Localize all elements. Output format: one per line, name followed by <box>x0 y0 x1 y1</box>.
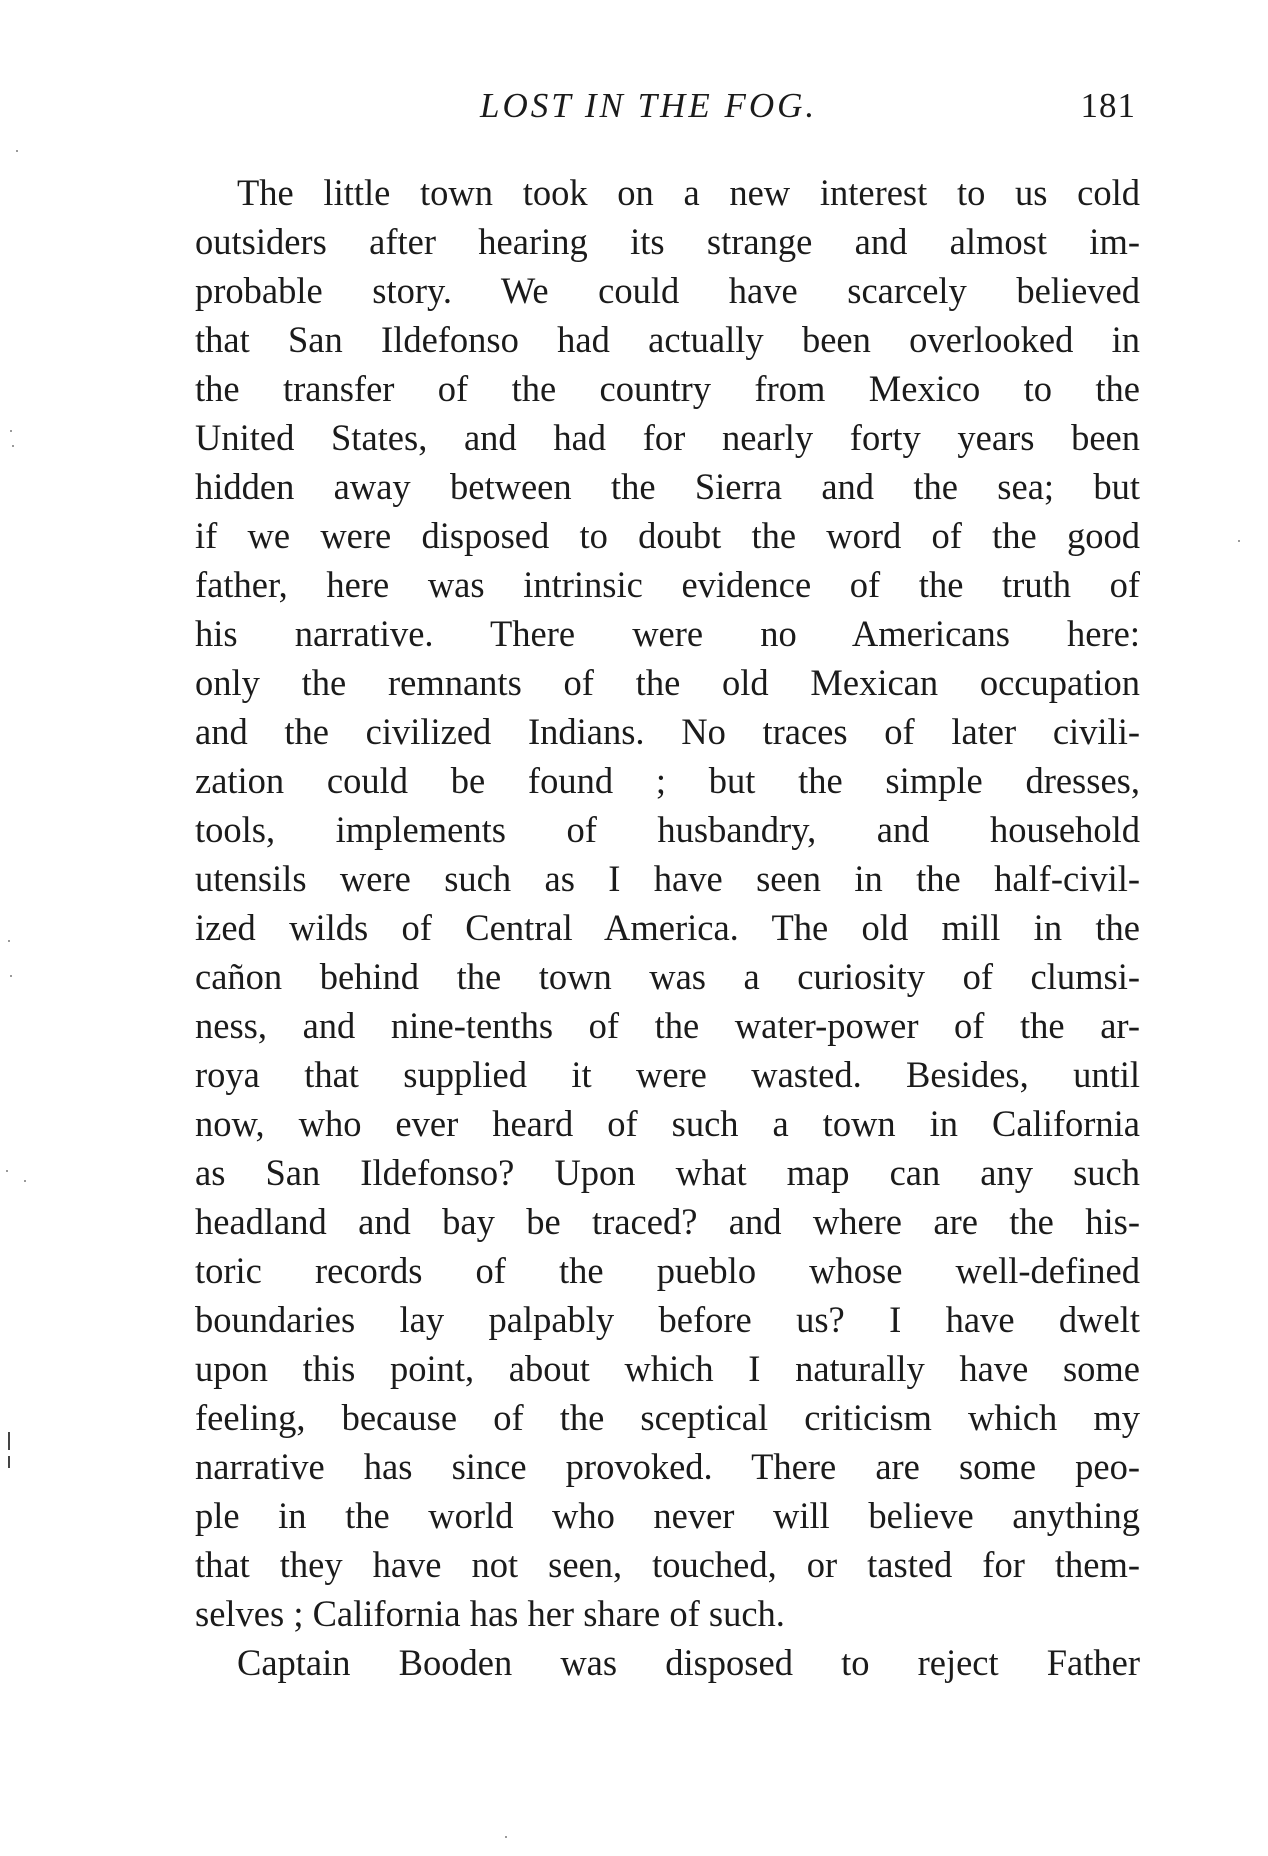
text-line: as San Ildefonso? Upon what map can any such <box>195 1152 1140 1193</box>
running-head <box>0 86 1268 146</box>
text-line: narrative has since provoked. There are some peo- <box>195 1446 1140 1487</box>
scan-speck <box>8 940 10 942</box>
text-line: feeling, because of the sceptical criticism which my <box>195 1397 1140 1438</box>
text-line: tools, implements of husbandry, and household <box>195 809 1140 850</box>
text-line: utensils were such as I have seen in the half-civil- <box>195 858 1140 899</box>
text-line: that they have not seen, touched, or tasted for them- <box>195 1544 1140 1585</box>
text-line: headland and bay be traced? and where are the his- <box>195 1201 1140 1242</box>
scan-speck <box>505 1836 507 1838</box>
text-line: that San Ildefonso had actually been overlooked in <box>195 319 1140 360</box>
text-line: boundaries lay palpably before us? I have dwelt <box>195 1299 1140 1340</box>
text-line: and the civilized Indians. No traces of later civili- <box>195 711 1140 752</box>
scan-speck <box>10 975 12 977</box>
text-line: upon this point, about which I naturally have some <box>195 1348 1140 1389</box>
scan-speck <box>24 1180 26 1182</box>
text-line: zation could be found ; but the simple dresses, <box>195 760 1140 801</box>
scan-speck <box>10 430 12 432</box>
scan-speck <box>6 1170 8 1172</box>
text-line: if we were disposed to doubt the word of the good <box>195 515 1140 556</box>
text-line: father, here was intrinsic evidence of the truth of <box>195 564 1140 605</box>
text-line: only the remnants of the old Mexican occupation <box>195 662 1140 703</box>
text-line: United States, and had for nearly forty years been <box>195 417 1140 458</box>
text-line: ness, and nine-tenths of the water-power of the ar- <box>195 1005 1140 1046</box>
text-line: Captain Booden was disposed to reject Father <box>237 1642 1140 1683</box>
text-line: outsiders after hearing its strange and almost im- <box>195 221 1140 262</box>
text-line: hidden away between the Sierra and the sea; but <box>195 466 1140 507</box>
running-title: LOST IN THE FOG. <box>480 86 818 125</box>
text-line: cañon behind the town was a curiosity of clumsi- <box>195 956 1140 997</box>
text-line: selves ; California has her share of such. <box>195 1593 785 1634</box>
text-line: toric records of the pueblo whose well-defined <box>195 1250 1140 1291</box>
margin-mark <box>8 1432 10 1450</box>
page-number: 181 <box>1080 86 1136 125</box>
text-line: now, who ever heard of such a town in California <box>195 1103 1140 1144</box>
body-text <box>195 168 1140 1687</box>
scan-speck <box>16 150 18 152</box>
text-line: roya that supplied it were wasted. Besides, until <box>195 1054 1140 1095</box>
text-line: ized wilds of Central America. The old mill in the <box>195 907 1140 948</box>
scan-speck <box>1238 540 1240 542</box>
text-line: his narrative. There were no Americans here: <box>195 613 1140 654</box>
text-line: probable story. We could have scarcely believed <box>195 270 1140 311</box>
text-line: ple in the world who never will believe anything <box>195 1495 1140 1536</box>
margin-mark <box>8 1456 10 1468</box>
text-line: the transfer of the country from Mexico to the <box>195 368 1140 409</box>
text-line: The little town took on a new interest to us cold <box>237 172 1140 213</box>
scan-speck <box>12 445 14 447</box>
